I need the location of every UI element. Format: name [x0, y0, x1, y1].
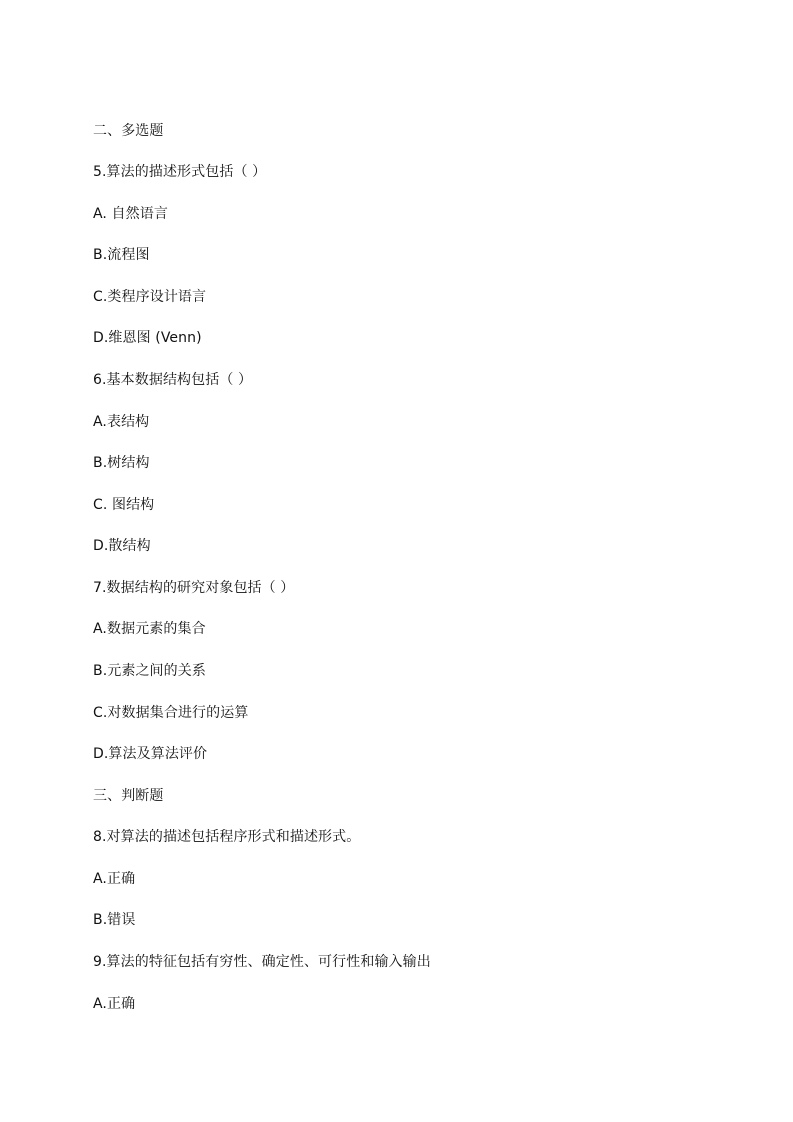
question-6-option-b: B.树结构: [93, 455, 150, 471]
question-5-option-d: D.维恩图 (Venn): [93, 330, 202, 346]
question-5-option-b: B.流程图: [93, 247, 150, 263]
question-8-option-b: B.错误: [93, 912, 136, 928]
question-7-option-d: D.算法及算法评价: [93, 746, 208, 762]
question-7-option-c: C.对数据集合进行的运算: [93, 705, 249, 721]
question-6-option-a: A.表结构: [93, 414, 150, 430]
question-9-option-a: A.正确: [93, 996, 136, 1012]
question-7-option-a: A.数据元素的集合: [93, 621, 206, 637]
question-6: 6.基本数据结构包括（ ）: [93, 372, 253, 388]
question-7-option-b: B.元素之间的关系: [93, 663, 206, 679]
question-9: 9.算法的特征包括有穷性、确定性、可行性和输入输出: [93, 954, 431, 970]
question-5-option-c: C.类程序设计语言: [93, 289, 207, 305]
section-heading-multiple-choice: 二、多选题: [93, 123, 164, 139]
question-5: 5.算法的描述形式包括（ ）: [93, 164, 267, 180]
question-6-option-c: C. 图结构: [93, 497, 155, 513]
question-8-option-a: A.正确: [93, 871, 136, 887]
question-6-option-d: D.散结构: [93, 538, 151, 554]
question-8: 8.对算法的描述包括程序形式和描述形式。: [93, 829, 361, 845]
question-5-option-a: A. 自然语言: [93, 206, 168, 222]
section-heading-true-false: 三、判断题: [93, 788, 164, 804]
question-7: 7.数据结构的研究对象包括（ ）: [93, 580, 295, 596]
